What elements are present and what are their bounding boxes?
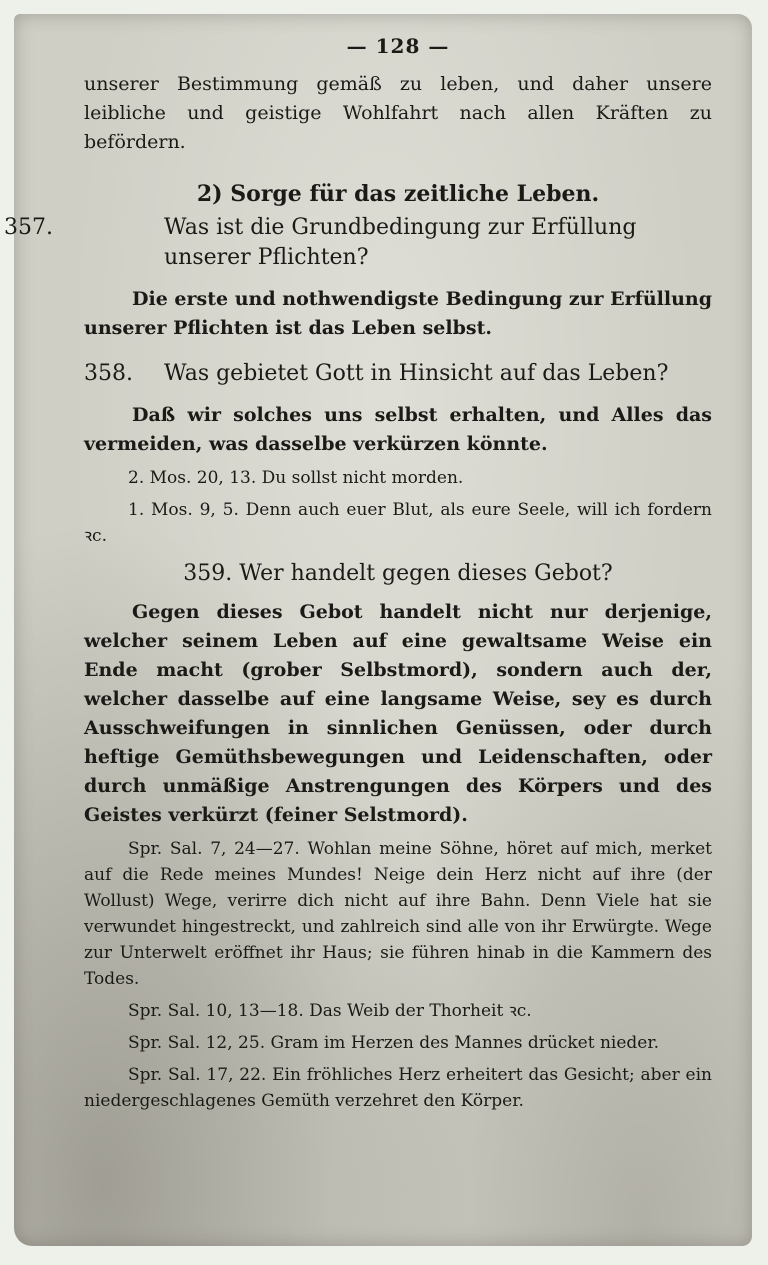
- page-number: — 128 —: [346, 34, 450, 58]
- question-number: 358.: [84, 361, 133, 386]
- answer-358: Daß wir solches uns selbst erhalten, und Alles das vermeiden, was dasselbe verkürzen könnte.: [84, 404, 712, 455]
- question-text: Was gebietet Gott in Hinsicht auf das Leben?: [164, 361, 669, 386]
- page-content: [4, 34, 712, 1114]
- question-357: [4, 213, 712, 273]
- section-heading: 2) Sorge für das zeitliche Leben.: [196, 181, 600, 207]
- answer-359: Gegen dieses Gebot handelt nicht nur derjenige, welcher seinem Leben auf eine gewaltsame Weise ein Ende macht (grober Selbstmord), sondern auch der, welcher dasselbe auf eine langsame Weise, sey es durch Ausschweifungen in sinnlichen Genüssen, oder durch heftige Gemüthsbewegungen und Leidenschaften, oder durch unmäßige Anstrengungen des Körpers und des Geistes verkürzt (feiner Selstmord).: [84, 601, 712, 826]
- question-358: [84, 359, 712, 389]
- citation: Spr. Sal. 7, 24—27. Wohlan meine Söhne, höret auf mich, merket auf die Rede meines Mundes! Neige dein Herz nicht auf ihre (der Wollust) Wege, verirre dich nicht auf ihre Bahn. Denn Viele hat sie verwundet hingestreckt, und zahlreich sind alle von ihr Erwürgte. Wege zur Unterwelt eröffnet ihr Haus; sie führen hinab in die Kammern des Todes.: [84, 839, 712, 989]
- question-number: 359.: [183, 561, 233, 586]
- question-text: Wer handelt gegen dieses Gebot?: [239, 561, 613, 586]
- book-page: [4, 14, 752, 1246]
- citation: Spr. Sal. 12, 25. Gram im Herzen des Mannes drücket nieder.: [128, 1033, 660, 1053]
- question-359: [84, 561, 712, 586]
- citation: Spr. Sal. 17, 22. Ein fröhliches Herz erheitert das Gesicht; aber ein niedergeschlagenes Gemüth verzehret den Körper.: [84, 1065, 712, 1111]
- answer-357: Die erste und nothwendigste Bedingung zur Erfüllung unserer Pflichten ist das Leben selbst.: [84, 288, 712, 339]
- question-number: 357.: [4, 215, 53, 240]
- question-text: Was ist die Grundbedingung zur Erfüllung unserer Pflichten?: [164, 215, 637, 270]
- citation: Spr. Sal. 10, 13—18. Das Weib der Thorheit ꝛc.: [128, 1001, 532, 1021]
- citation: 2. Mos. 20, 13. Du sollst nicht morden.: [128, 468, 464, 488]
- citation: 1. Mos. 9, 5. Denn auch euer Blut, als eure Seele, will ich fordern ꝛc.: [84, 500, 712, 546]
- intro-paragraph: unserer Bestimmung gemäß zu leben, und daher unsere leibliche und geistige Wohlfahrt nach allen Kräften zu befördern.: [84, 73, 712, 153]
